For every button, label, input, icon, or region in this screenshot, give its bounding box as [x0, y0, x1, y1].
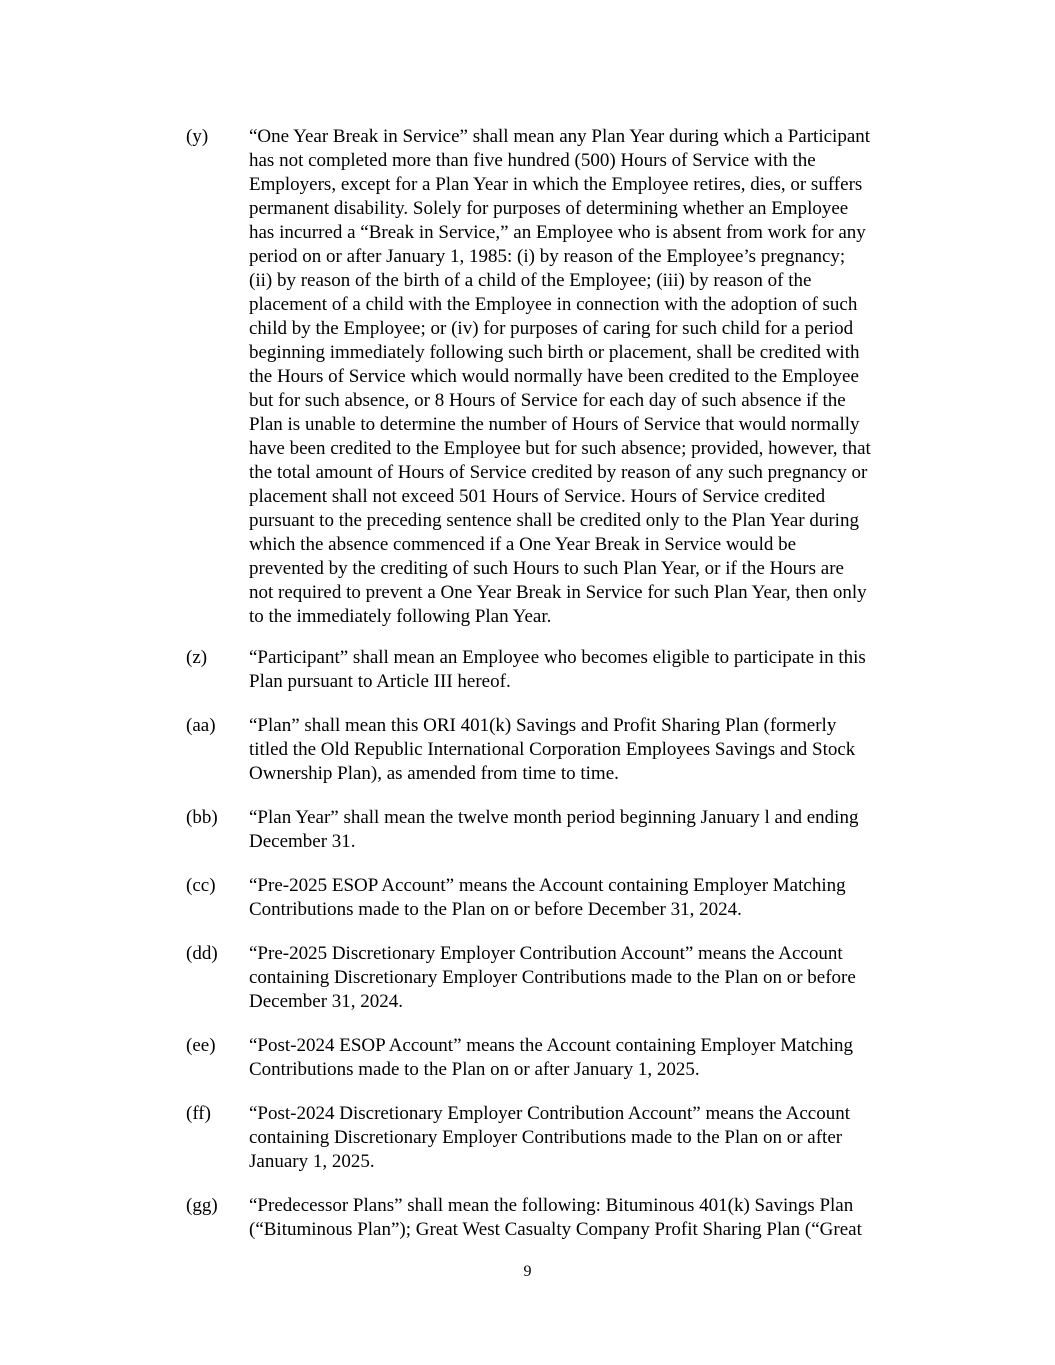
- text-line: December 31, 2024.: [249, 991, 404, 1012]
- definition-aa: [186, 714, 938, 786]
- text-line: but for such absence, or 8 Hours of Service for each day of such absence if the: [249, 390, 846, 411]
- definition-text: [249, 714, 938, 786]
- text-line: December 31.: [249, 831, 356, 852]
- text-line: Plan is unable to determine the number of Hours of Service that would normally: [249, 414, 860, 435]
- text-line: Ownership Plan), as amended from time to time.: [249, 763, 619, 784]
- definition-label: (dd): [186, 943, 218, 964]
- text-line: “Plan Year” shall mean the twelve month period beginning January l and ending: [249, 807, 859, 828]
- page-number: 9: [523, 1263, 532, 1280]
- definition-y: [186, 125, 938, 629]
- text-line: placement of a child with the Employee in connection with the adoption of such: [249, 294, 858, 315]
- definition-text: [249, 646, 938, 694]
- definition-gg: [186, 1194, 938, 1242]
- definition-label: (cc): [186, 875, 216, 896]
- text-line: January 1, 2025.: [249, 1151, 375, 1172]
- text-line: “Predecessor Plans” shall mean the following: Bituminous 401(k) Savings Plan: [249, 1195, 854, 1216]
- text-line: titled the Old Republic International Corporation Employees Savings and Stock: [249, 739, 856, 760]
- text-line: “Plan” shall mean this ORI 401(k) Savings and Profit Sharing Plan (formerly: [249, 715, 837, 736]
- text-line: containing Discretionary Employer Contributions made to the Plan on or before: [249, 967, 856, 988]
- definition-label: (y): [186, 126, 209, 147]
- text-line: “Participant” shall mean an Employee who becomes eligible to participate in this: [249, 647, 866, 668]
- text-line: not required to prevent a One Year Break in Service for such Plan Year, then only: [249, 582, 867, 603]
- definition-label: (aa): [186, 715, 216, 736]
- text-line: “Post-2024 ESOP Account” means the Account containing Employer Matching: [249, 1035, 854, 1056]
- text-line: “Post-2024 Discretionary Employer Contribution Account” means the Account: [249, 1103, 851, 1124]
- definition-text: [249, 1194, 938, 1242]
- definition-text: [249, 1034, 938, 1082]
- text-line: prevented by the crediting of such Hours to such Plan Year, or if the Hours are: [249, 558, 844, 579]
- definition-text: [249, 806, 938, 854]
- definition-label: (bb): [186, 807, 218, 828]
- definition-z: [186, 646, 938, 694]
- text-line: have been credited to the Employee but for such absence; provided, however, that: [249, 438, 871, 459]
- definition-bb: [186, 806, 938, 854]
- text-line: the Hours of Service which would normally have been credited to the Employee: [249, 366, 859, 387]
- text-line: the total amount of Hours of Service credited by reason of any such pregnancy or: [249, 462, 868, 483]
- text-line: placement shall not exceed 501 Hours of Service. Hours of Service credited: [249, 486, 826, 507]
- text-line: “Pre-2025 Discretionary Employer Contribution Account” means the Account: [249, 943, 843, 964]
- text-line: “One Year Break in Service” shall mean any Plan Year during which a Participant: [249, 126, 871, 147]
- text-line: (“Bituminous Plan”); Great West Casualty Company Profit Sharing Plan (“Great: [249, 1219, 862, 1240]
- text-line: child by the Employee; or (iv) for purposes of caring for such child for a period: [249, 318, 854, 339]
- text-line: period on or after January 1, 1985: (i) by reason of the Employee’s pregnancy;: [249, 246, 846, 267]
- definition-text: [249, 874, 938, 922]
- text-line: permanent disability. Solely for purposes of determining whether an Employee: [249, 198, 849, 219]
- text-line: (ii) by reason of the birth of a child of the Employee; (iii) by reason of the: [249, 270, 812, 291]
- definition-ee: [186, 1034, 938, 1082]
- definition-ff: [186, 1102, 938, 1174]
- text-line: has not completed more than five hundred (500) Hours of Service with the: [249, 150, 816, 171]
- definition-text: [249, 125, 938, 629]
- definition-text: [249, 942, 938, 1014]
- definition-text: [249, 1102, 938, 1174]
- text-line: Contributions made to the Plan on or after January 1, 2025.: [249, 1059, 700, 1080]
- text-line: pursuant to the preceding sentence shall be credited only to the Plan Year during: [249, 510, 859, 531]
- text-line: to the immediately following Plan Year.: [249, 606, 552, 627]
- text-line: which the absence commenced if a One Year Break in Service would be: [249, 534, 797, 555]
- text-line: has incurred a “Break in Service,” an Employee who is absent from work for any: [249, 222, 866, 243]
- text-line: “Pre-2025 ESOP Account” means the Account containing Employer Matching: [249, 875, 846, 896]
- text-line: Plan pursuant to Article III hereof.: [249, 671, 511, 692]
- text-line: containing Discretionary Employer Contributions made to the Plan on or after: [249, 1127, 843, 1148]
- definition-label: (gg): [186, 1195, 218, 1216]
- definition-label: (ee): [186, 1035, 216, 1056]
- definition-label: (ff): [186, 1103, 211, 1124]
- definition-label: (z): [186, 647, 208, 668]
- text-line: Employers, except for a Plan Year in which the Employee retires, dies, or suffers: [249, 174, 863, 195]
- text-line: Contributions made to the Plan on or before December 31, 2024.: [249, 899, 742, 920]
- definition-dd: [186, 942, 938, 1014]
- text-line: beginning immediately following such birth or placement, shall be credited with: [249, 342, 860, 363]
- definition-cc: [186, 874, 938, 922]
